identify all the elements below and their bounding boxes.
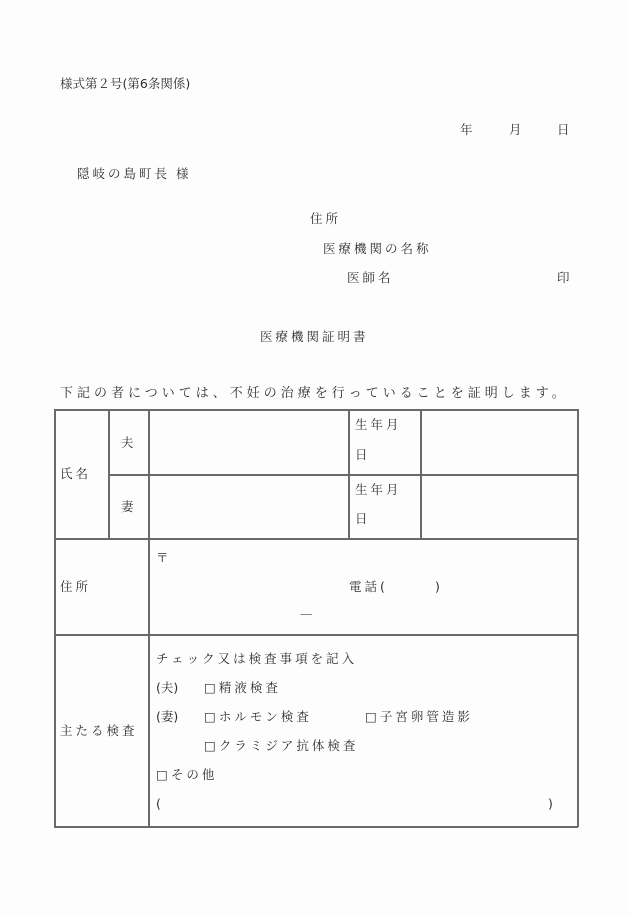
checkbox-chlamydia-exam[interactable] [204, 738, 358, 754]
checkbox-icon: □ [204, 680, 219, 695]
address-field[interactable] [150, 540, 576, 633]
date-year: 年 [460, 122, 473, 137]
wife-birthdate-label-line1: 生年月 [355, 482, 402, 497]
addressee-honorific: 様 [176, 166, 189, 181]
checkbox-icon: □ [156, 767, 171, 782]
checkbox-hormone-exam[interactable] [204, 709, 312, 725]
table-border-bottom [54, 826, 578, 828]
other-exam-field[interactable] [166, 794, 544, 814]
date-day: 日 [557, 122, 570, 137]
phone-close-paren: ) [435, 579, 440, 594]
husband-label: 夫 [121, 435, 134, 450]
issuer-address-label: 住所 [310, 211, 342, 226]
exam-label: 主たる検査 [60, 723, 138, 738]
checkbox-icon: □ [365, 709, 380, 724]
husband-prefix: (夫) [156, 680, 179, 695]
phone-label: 電話( [349, 579, 388, 594]
form-number: 様式第２号(第6条関係) [60, 76, 191, 91]
husband-birthdate-label-line1: 生年月 [355, 417, 402, 432]
checkbox-semen-exam[interactable] [204, 680, 281, 696]
wife-label: 妻 [121, 499, 134, 514]
checkbox-hsg-exam[interactable] [365, 709, 473, 725]
husband-birthdate-label-line2: 日 [355, 447, 368, 462]
hsg-exam-label: 子宮卵管造影 [379, 709, 473, 724]
chlamydia-exam-label: クラミジア抗体検査 [218, 738, 359, 753]
hormone-exam-label: ホルモン検査 [218, 709, 312, 724]
table-border-right [577, 409, 579, 827]
certification-statement: 下記の者については、不妊の治療を行っていることを証明します。 [60, 386, 569, 401]
other-exam-label: その他 [170, 767, 218, 782]
phone-dash: — [300, 606, 313, 621]
date-month: 月 [509, 122, 522, 137]
seal-mark: 印 [557, 270, 570, 285]
exam-instruction: チェック又は検査事項を記入 [156, 651, 358, 666]
wife-birthdate-field[interactable] [422, 476, 576, 538]
checkbox-icon: □ [204, 738, 219, 753]
name-label: 氏名 [60, 466, 92, 481]
table-border-left [54, 409, 56, 827]
address-label: 住所 [60, 579, 92, 594]
wife-prefix: (妻) [156, 709, 179, 724]
wife-birthdate-label-line2: 日 [355, 511, 368, 526]
issuer-doctor-label: 医師名 [347, 270, 394, 285]
other-open-paren: ( [156, 796, 161, 811]
addressee: 隠岐の島町長 [77, 166, 171, 181]
issuer-institution-label: 医療機関の名称 [323, 241, 432, 256]
semen-exam-label: 精液検査 [218, 680, 281, 695]
checkbox-other-exam[interactable] [156, 767, 217, 783]
husband-birthdate-field[interactable] [422, 411, 576, 473]
wife-name-field[interactable] [150, 476, 347, 538]
postal-mark: 〒 [156, 550, 169, 565]
divider [54, 634, 578, 636]
document-title: 医療機関証明書 [260, 329, 369, 344]
other-close-paren: ) [548, 796, 553, 811]
checkbox-icon: □ [204, 709, 219, 724]
husband-name-field[interactable] [150, 411, 347, 473]
